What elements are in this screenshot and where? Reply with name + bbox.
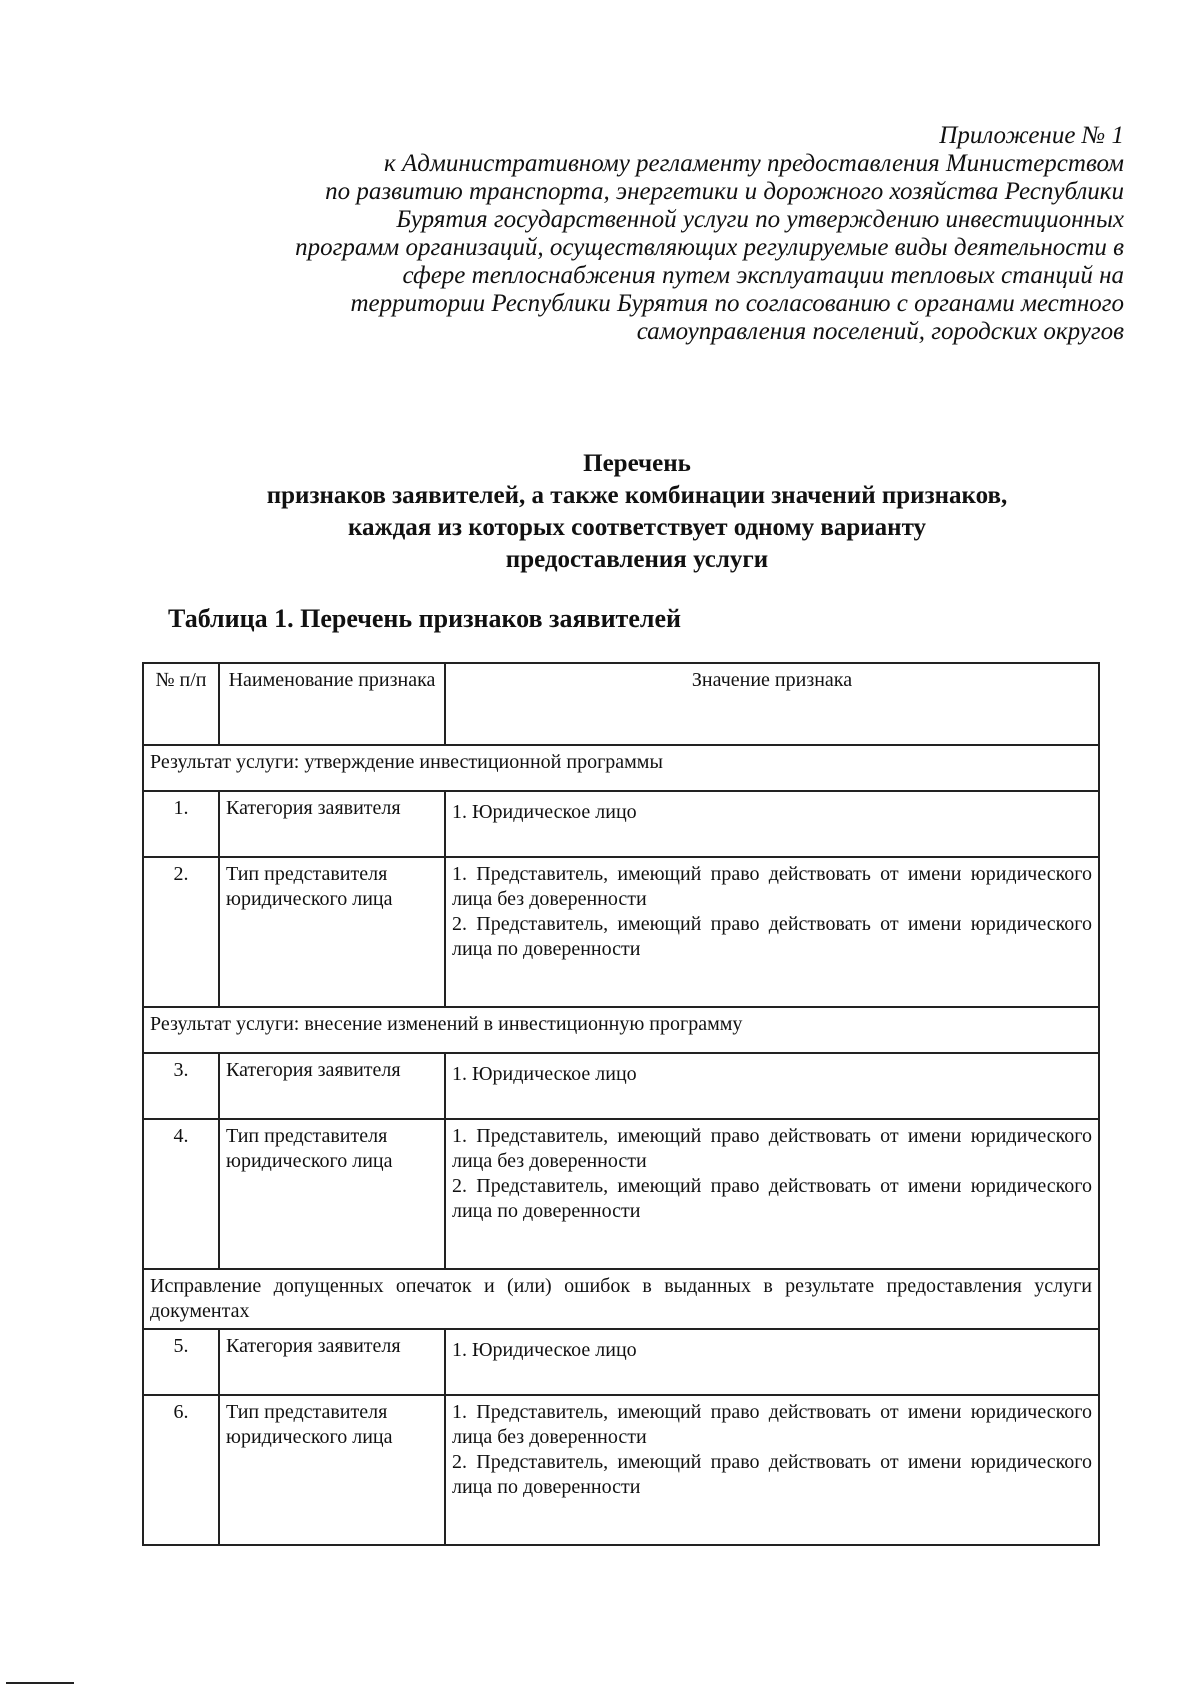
annex-line: к Административному регламенту предоставления Министерством xyxy=(384,150,1124,177)
row-number: 5. xyxy=(143,1329,219,1395)
annex-header xyxy=(150,122,1124,346)
title-line: Перечень xyxy=(583,450,691,477)
section-title: Результат услуги: внесение изменений в инвестиционную программу xyxy=(143,1007,1099,1053)
table-row xyxy=(143,1053,1099,1119)
header-attribute-value: Значение признака xyxy=(445,663,1099,745)
row-attribute-value xyxy=(445,1053,1099,1119)
section-row xyxy=(143,1269,1099,1329)
table-row xyxy=(143,1329,1099,1395)
table-caption: Таблица 1. Перечень признаков заявителей xyxy=(168,604,681,633)
annex-line: сфере теплоснабжения путем эксплуатации тепловых станций на xyxy=(402,262,1124,289)
annex-line: Бурятия государственной услуги по утверждению инвестиционных xyxy=(396,206,1124,233)
row-attribute-value xyxy=(445,1329,1099,1395)
header-attribute-name: Наименование признака xyxy=(219,663,445,745)
annex-line: самоуправления поселений, городских округов xyxy=(636,318,1124,345)
value-item: 2. Представитель, имеющий право действовать от имени юридического лица по доверенности xyxy=(452,913,1092,960)
criteria-table xyxy=(142,662,1100,1546)
row-number: 4. xyxy=(143,1119,219,1269)
table-header-row xyxy=(143,663,1099,745)
annex-line: Приложение № 1 xyxy=(939,122,1124,149)
value-item: 1. Юридическое лицо xyxy=(452,801,637,823)
section-row xyxy=(143,745,1099,791)
value-item: 1. Юридическое лицо xyxy=(452,1339,637,1361)
value-item: 1. Представитель, имеющий право действовать от имени юридического лица без доверенности xyxy=(452,1125,1092,1172)
table-row xyxy=(143,1395,1099,1545)
annex-line: по развитию транспорта, энергетики и дорожного хозяйства Республики xyxy=(325,178,1124,205)
footer-divider xyxy=(6,1682,74,1684)
row-attribute-value xyxy=(445,1119,1099,1269)
row-attribute-name: Тип представителя юридического лица xyxy=(219,1119,445,1269)
row-attribute-name: Тип представителя юридического лица xyxy=(219,1395,445,1545)
row-number: 3. xyxy=(143,1053,219,1119)
row-number: 2. xyxy=(143,857,219,1007)
value-item: 1. Юридическое лицо xyxy=(452,1063,637,1085)
row-attribute-value xyxy=(445,791,1099,857)
header-number: № п/п xyxy=(143,663,219,745)
table-row xyxy=(143,791,1099,857)
value-item: 1. Представитель, имеющий право действовать от имени юридического лица без доверенности xyxy=(452,1401,1092,1448)
row-attribute-value xyxy=(445,1395,1099,1545)
value-item: 2. Представитель, имеющий право действовать от имени юридического лица по доверенности xyxy=(452,1175,1092,1222)
row-attribute-name: Категория заявителя xyxy=(219,1329,445,1395)
row-number: 6. xyxy=(143,1395,219,1545)
title-line: признаков заявителей, а также комбинации значений признаков, xyxy=(266,482,1008,509)
row-attribute-name: Тип представителя юридического лица xyxy=(219,857,445,1007)
section-title: Результат услуги: утверждение инвестиционной программы xyxy=(143,745,1099,791)
table-row xyxy=(143,1119,1099,1269)
document-title xyxy=(150,448,1124,576)
annex-line: программ организаций, осуществляющих регулируемые виды деятельности в xyxy=(295,234,1124,261)
section-title: Исправление допущенных опечаток и (или) ошибок в выданных в результате предоставления услуги документах xyxy=(143,1269,1099,1329)
row-attribute-value xyxy=(445,857,1099,1007)
section-row xyxy=(143,1007,1099,1053)
annex-line: территории Республики Бурятия по согласованию с органами местного xyxy=(350,290,1124,317)
row-attribute-name: Категория заявителя xyxy=(219,791,445,857)
value-item: 2. Представитель, имеющий право действовать от имени юридического лица по доверенности xyxy=(452,1451,1092,1498)
value-item: 1. Представитель, имеющий право действовать от имени юридического лица без доверенности xyxy=(452,863,1092,910)
title-line: предоставления услуги xyxy=(505,546,769,573)
row-attribute-name: Категория заявителя xyxy=(219,1053,445,1119)
table-row xyxy=(143,857,1099,1007)
title-line: каждая из которых соответствует одному варианту xyxy=(347,514,927,541)
row-number: 1. xyxy=(143,791,219,857)
